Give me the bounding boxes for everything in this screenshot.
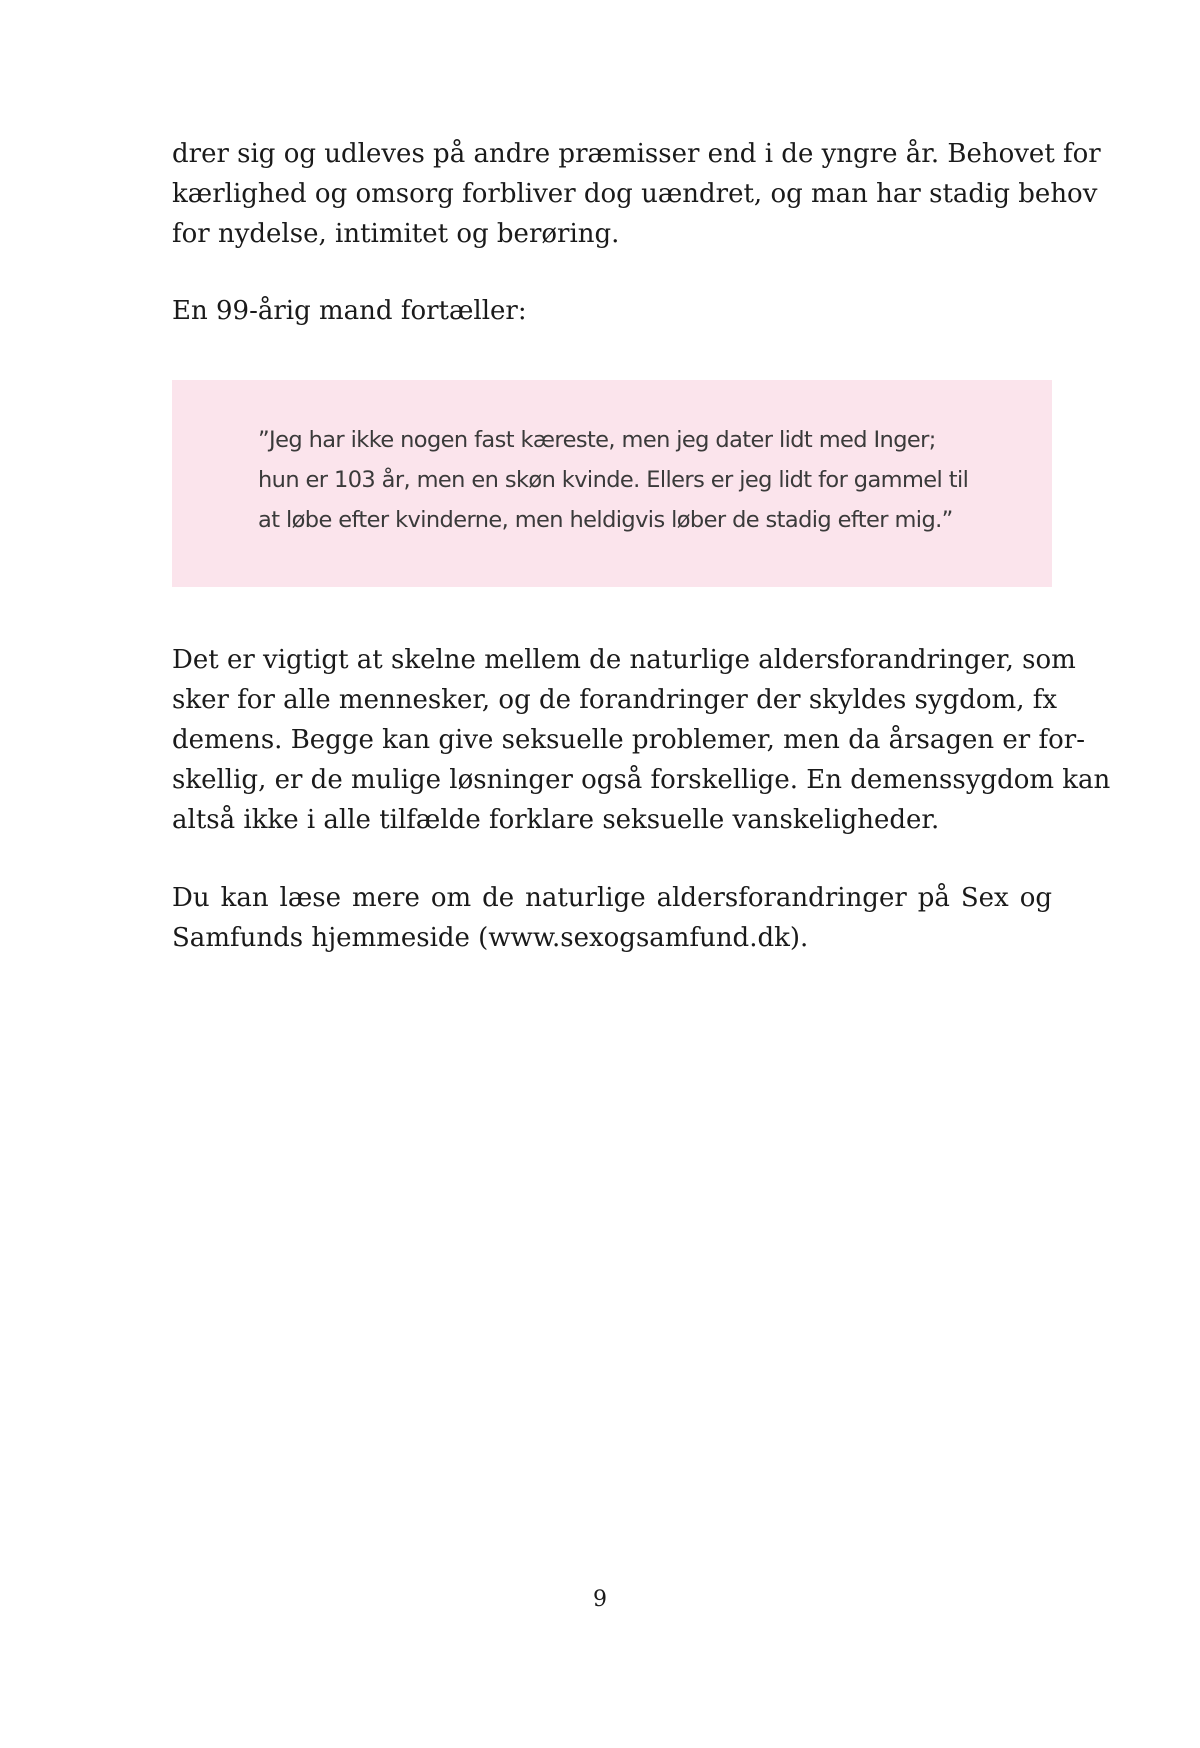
- quote-text: [258, 420, 978, 540]
- paragraph-line: drer sig og udleves på andre præmisser end i de yngre år. Behovet for: [172, 139, 1101, 169]
- paragraph-age-changes: [172, 640, 1111, 840]
- paragraph-line: Du kan læse mere om de naturlige aldersforandringer på Sex og: [172, 883, 1052, 913]
- paragraph-read-more: [172, 878, 1052, 958]
- paragraph-line: kærlighed og omsorg forbliver dog uændret, og man har stadig behov: [172, 179, 1098, 209]
- paragraph-line: Samfunds hjemmeside (www.sexogsamfund.dk).: [172, 923, 809, 953]
- paragraph-line: skellig, er de mulige løsninger også forskellige. En demenssygdom kan: [172, 765, 1111, 795]
- paragraph-line: En 99-årig mand fortæller:: [172, 296, 527, 326]
- paragraph-intro: [172, 134, 1101, 254]
- paragraph-line: demens. Begge kan give seksuelle problemer, men da årsagen er for-: [172, 725, 1085, 755]
- paragraph-line: sker for alle mennesker, og de forandringer der skyldes sygdom, fx: [172, 685, 1058, 715]
- page-number: 9: [593, 1587, 607, 1612]
- paragraph-line: Det er vigtigt at skelne mellem de naturlige aldersforandringer, som: [172, 645, 1076, 675]
- paragraph-quote-intro: [172, 291, 1052, 331]
- paragraph-line: for nydelse, intimitet og berøring.: [172, 219, 620, 249]
- quote-box: [172, 380, 1052, 587]
- quote-line: hun er 103 år, men en skøn kvinde. Ellers er jeg lidt for gammel til: [258, 467, 969, 493]
- quote-line: at løbe efter kvinderne, men heldigvis løber de stadig efter mig.”: [258, 507, 953, 533]
- paragraph-line: altså ikke i alle tilfælde forklare seksuelle vanskeligheder.: [172, 805, 940, 835]
- quote-line: ”Jeg har ikke nogen fast kæreste, men jeg dater lidt med Inger;: [258, 427, 936, 453]
